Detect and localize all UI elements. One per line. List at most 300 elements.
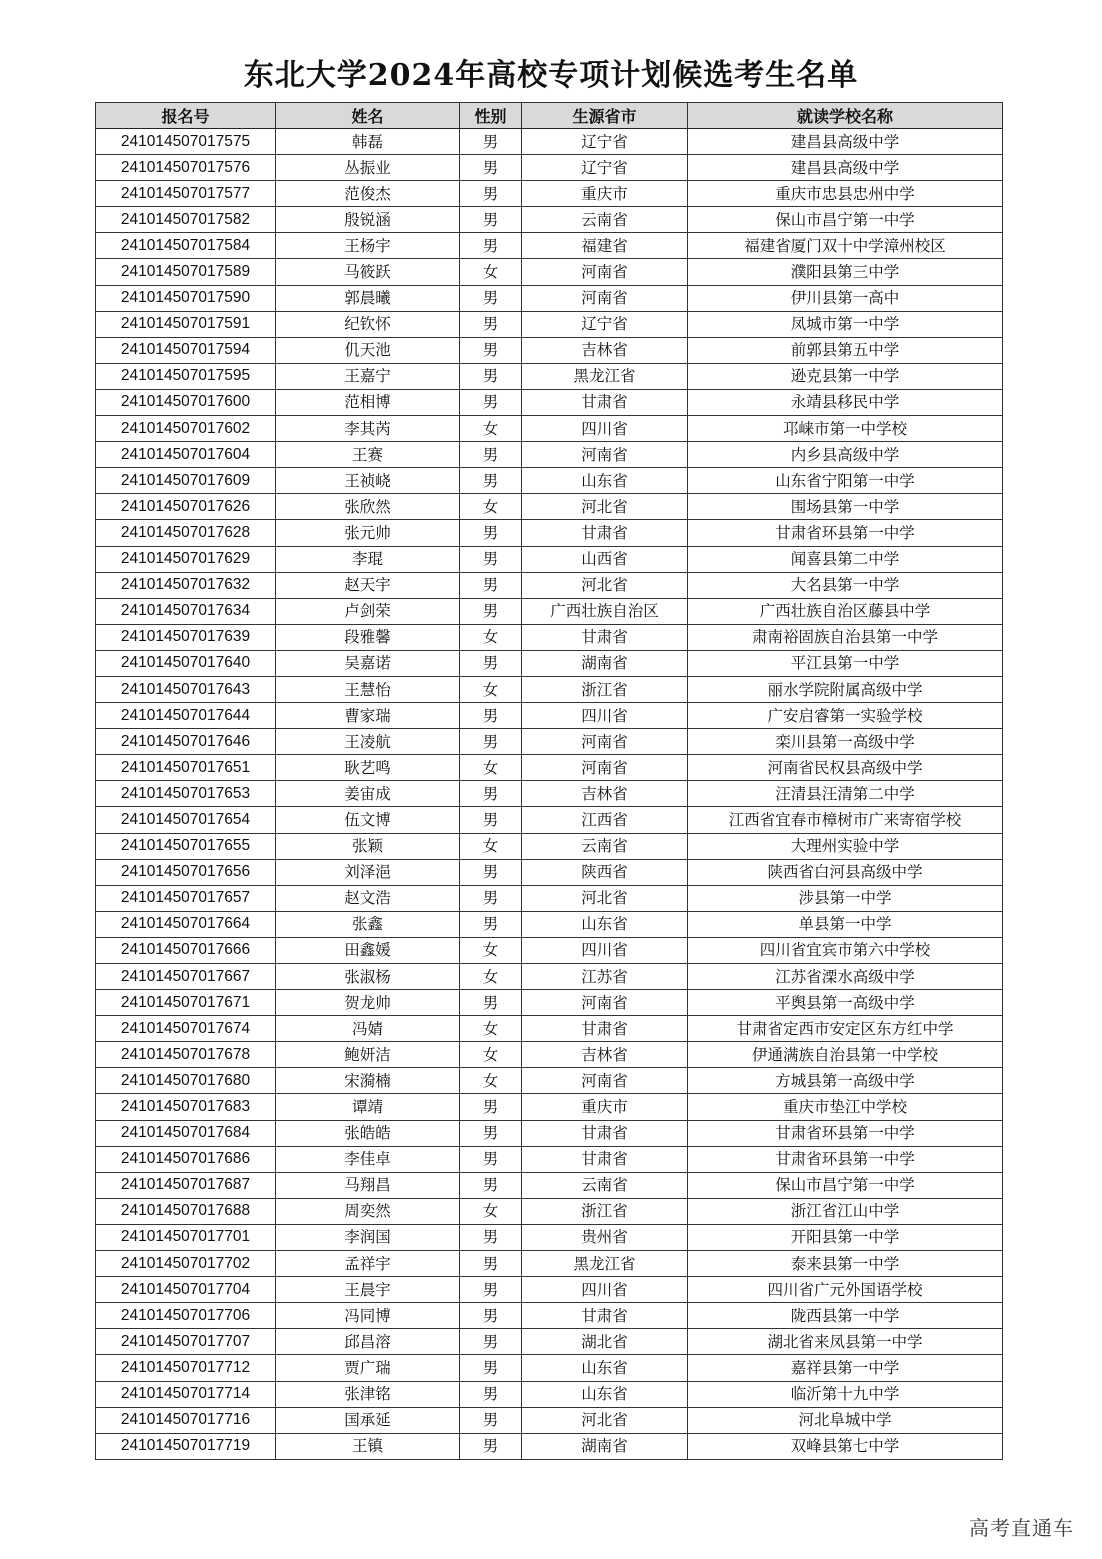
gender-cell: 男	[460, 1277, 522, 1303]
name-cell: 王祯峣	[276, 468, 460, 494]
candidate-table	[95, 102, 1003, 1460]
name-cell: 王镇	[276, 1433, 460, 1459]
school-cell: 浙江省江山中学	[688, 1198, 1003, 1224]
gender-cell: 男	[460, 129, 522, 155]
table-row	[96, 1303, 1003, 1329]
table-row	[96, 781, 1003, 807]
name-cell: 张皓皓	[276, 1120, 460, 1146]
province-cell: 重庆市	[522, 1094, 688, 1120]
province-cell: 浙江省	[522, 1198, 688, 1224]
province-cell: 山东省	[522, 468, 688, 494]
table-row	[96, 676, 1003, 702]
province-cell: 山东省	[522, 911, 688, 937]
registration-number-cell: 241014507017654	[96, 807, 276, 833]
gender-cell: 女	[460, 937, 522, 963]
name-cell: 贾广瑞	[276, 1355, 460, 1381]
gender-cell: 男	[460, 598, 522, 624]
table-row	[96, 624, 1003, 650]
gender-cell: 男	[460, 1172, 522, 1198]
gender-cell: 男	[460, 389, 522, 415]
table-row	[96, 129, 1003, 155]
table-row	[96, 207, 1003, 233]
registration-number-cell: 241014507017686	[96, 1146, 276, 1172]
table-row	[96, 1433, 1003, 1459]
school-cell: 山东省宁阳第一中学	[688, 468, 1003, 494]
name-cell: 纪钦怀	[276, 311, 460, 337]
province-cell: 浙江省	[522, 676, 688, 702]
table-header-row	[96, 103, 1003, 129]
school-cell: 大名县第一中学	[688, 572, 1003, 598]
gender-cell: 男	[460, 1329, 522, 1355]
name-cell: 仉天池	[276, 337, 460, 363]
school-cell: 临沂第十九中学	[688, 1381, 1003, 1407]
registration-number-cell: 241014507017643	[96, 676, 276, 702]
province-cell: 吉林省	[522, 337, 688, 363]
province-cell: 四川省	[522, 1277, 688, 1303]
gender-cell: 男	[460, 181, 522, 207]
name-cell: 曹家瑞	[276, 703, 460, 729]
table-row	[96, 1120, 1003, 1146]
province-cell: 河南省	[522, 442, 688, 468]
table-row	[96, 703, 1003, 729]
name-cell: 赵文浩	[276, 885, 460, 911]
table-row	[96, 1146, 1003, 1172]
school-cell: 大理州实验中学	[688, 833, 1003, 859]
gender-cell: 男	[460, 1407, 522, 1433]
registration-number-cell: 241014507017706	[96, 1303, 276, 1329]
name-cell: 谭靖	[276, 1094, 460, 1120]
name-cell: 张欣然	[276, 494, 460, 520]
school-cell: 保山市昌宁第一中学	[688, 207, 1003, 233]
gender-cell: 男	[460, 1224, 522, 1250]
name-cell: 张元帅	[276, 520, 460, 546]
province-cell: 辽宁省	[522, 311, 688, 337]
table-row	[96, 155, 1003, 181]
table-row	[96, 311, 1003, 337]
province-cell: 广西壮族自治区	[522, 598, 688, 624]
name-cell: 周奕然	[276, 1198, 460, 1224]
name-cell: 殷锐涵	[276, 207, 460, 233]
gender-cell: 男	[460, 337, 522, 363]
school-cell: 重庆市忠县忠州中学	[688, 181, 1003, 207]
registration-number-cell: 241014507017644	[96, 703, 276, 729]
province-cell: 陕西省	[522, 859, 688, 885]
province-cell: 湖南省	[522, 1433, 688, 1459]
school-cell: 广西壮族自治区藤县中学	[688, 598, 1003, 624]
name-cell: 王嘉宁	[276, 363, 460, 389]
registration-number-cell: 241014507017602	[96, 416, 276, 442]
province-cell: 黑龙江省	[522, 1251, 688, 1277]
name-cell: 卢剑荣	[276, 598, 460, 624]
table-row	[96, 964, 1003, 990]
registration-number-cell: 241014507017671	[96, 990, 276, 1016]
table-row	[96, 1407, 1003, 1433]
name-cell: 丛振业	[276, 155, 460, 181]
school-cell: 汪清县汪清第二中学	[688, 781, 1003, 807]
province-cell: 甘肃省	[522, 624, 688, 650]
school-cell: 开阳县第一中学	[688, 1224, 1003, 1250]
gender-cell: 女	[460, 416, 522, 442]
registration-number-cell: 241014507017683	[96, 1094, 276, 1120]
header-school: 就读学校名称	[688, 103, 1003, 129]
gender-cell: 男	[460, 1355, 522, 1381]
registration-number-cell: 241014507017584	[96, 233, 276, 259]
school-cell: 双峰县第七中学	[688, 1433, 1003, 1459]
table-row	[96, 650, 1003, 676]
table-row	[96, 1224, 1003, 1250]
registration-number-cell: 241014507017666	[96, 937, 276, 963]
province-cell: 河北省	[522, 494, 688, 520]
province-cell: 河南省	[522, 285, 688, 311]
gender-cell: 男	[460, 729, 522, 755]
name-cell: 范俊杰	[276, 181, 460, 207]
school-cell: 甘肃省环县第一中学	[688, 1146, 1003, 1172]
name-cell: 赵天宇	[276, 572, 460, 598]
gender-cell: 男	[460, 1251, 522, 1277]
school-cell: 陕西省白河县高级中学	[688, 859, 1003, 885]
school-cell: 江苏省溧水高级中学	[688, 964, 1003, 990]
school-cell: 平江县第一中学	[688, 650, 1003, 676]
name-cell: 李佳卓	[276, 1146, 460, 1172]
gender-cell: 男	[460, 363, 522, 389]
table-row	[96, 990, 1003, 1016]
table-row	[96, 1172, 1003, 1198]
province-cell: 甘肃省	[522, 1120, 688, 1146]
school-cell: 河北阜城中学	[688, 1407, 1003, 1433]
gender-cell: 女	[460, 1068, 522, 1094]
gender-cell: 男	[460, 990, 522, 1016]
registration-number-cell: 241014507017595	[96, 363, 276, 389]
table-row	[96, 1381, 1003, 1407]
table-row	[96, 572, 1003, 598]
gender-cell: 男	[460, 207, 522, 233]
registration-number-cell: 241014507017714	[96, 1381, 276, 1407]
name-cell: 马筱跃	[276, 259, 460, 285]
name-cell: 邱昌溶	[276, 1329, 460, 1355]
registration-number-cell: 241014507017664	[96, 911, 276, 937]
gender-cell: 女	[460, 1198, 522, 1224]
school-cell: 栾川县第一高级中学	[688, 729, 1003, 755]
province-cell: 吉林省	[522, 781, 688, 807]
name-cell: 李其芮	[276, 416, 460, 442]
name-cell: 张颖	[276, 833, 460, 859]
school-cell: 围场县第一中学	[688, 494, 1003, 520]
watermark: 高考直通车	[969, 1516, 1074, 1540]
gender-cell: 男	[460, 1146, 522, 1172]
registration-number-cell: 241014507017640	[96, 650, 276, 676]
school-cell: 甘肃省定西市安定区东方红中学	[688, 1016, 1003, 1042]
gender-cell: 男	[460, 285, 522, 311]
name-cell: 张津铭	[276, 1381, 460, 1407]
table-row	[96, 911, 1003, 937]
gender-cell: 女	[460, 259, 522, 285]
name-cell: 耿艺鸣	[276, 755, 460, 781]
province-cell: 河南省	[522, 755, 688, 781]
school-cell: 闻喜县第二中学	[688, 546, 1003, 572]
province-cell: 云南省	[522, 207, 688, 233]
registration-number-cell: 241014507017680	[96, 1068, 276, 1094]
table-row	[96, 1355, 1003, 1381]
school-cell: 伊川县第一高中	[688, 285, 1003, 311]
name-cell: 张鑫	[276, 911, 460, 937]
table-row	[96, 755, 1003, 781]
table-row	[96, 468, 1003, 494]
school-cell: 甘肃省环县第一中学	[688, 520, 1003, 546]
province-cell: 重庆市	[522, 181, 688, 207]
school-cell: 濮阳县第三中学	[688, 259, 1003, 285]
registration-number-cell: 241014507017667	[96, 964, 276, 990]
school-cell: 永靖县移民中学	[688, 389, 1003, 415]
school-cell: 嘉祥县第一中学	[688, 1355, 1003, 1381]
registration-number-cell: 241014507017629	[96, 546, 276, 572]
registration-number-cell: 241014507017719	[96, 1433, 276, 1459]
table-row	[96, 729, 1003, 755]
registration-number-cell: 241014507017684	[96, 1120, 276, 1146]
registration-number-cell: 241014507017590	[96, 285, 276, 311]
school-cell: 建昌县高级中学	[688, 155, 1003, 181]
province-cell: 四川省	[522, 937, 688, 963]
province-cell: 福建省	[522, 233, 688, 259]
name-cell: 贺龙帅	[276, 990, 460, 1016]
table-row	[96, 1251, 1003, 1277]
registration-number-cell: 241014507017687	[96, 1172, 276, 1198]
name-cell: 姜宙成	[276, 781, 460, 807]
province-cell: 河北省	[522, 885, 688, 911]
registration-number-cell: 241014507017639	[96, 624, 276, 650]
registration-number-cell: 241014507017704	[96, 1277, 276, 1303]
name-cell: 马翔昌	[276, 1172, 460, 1198]
school-cell: 保山市昌宁第一中学	[688, 1172, 1003, 1198]
name-cell: 宋漪楠	[276, 1068, 460, 1094]
table-row	[96, 546, 1003, 572]
gender-cell: 男	[460, 572, 522, 598]
school-cell: 涉县第一中学	[688, 885, 1003, 911]
gender-cell: 男	[460, 520, 522, 546]
school-cell: 平舆县第一高级中学	[688, 990, 1003, 1016]
registration-number-cell: 241014507017707	[96, 1329, 276, 1355]
header-registration-number: 报名号	[96, 103, 276, 129]
table-row	[96, 885, 1003, 911]
table-row	[96, 1198, 1003, 1224]
gender-cell: 女	[460, 494, 522, 520]
province-cell: 云南省	[522, 833, 688, 859]
name-cell: 国承延	[276, 1407, 460, 1433]
registration-number-cell: 241014507017628	[96, 520, 276, 546]
registration-number-cell: 241014507017575	[96, 129, 276, 155]
table-row	[96, 181, 1003, 207]
name-cell: 王杨宇	[276, 233, 460, 259]
table-row	[96, 233, 1003, 259]
table-row	[96, 337, 1003, 363]
province-cell: 河南省	[522, 1068, 688, 1094]
province-cell: 黑龙江省	[522, 363, 688, 389]
province-cell: 江西省	[522, 807, 688, 833]
province-cell: 河南省	[522, 259, 688, 285]
registration-number-cell: 241014507017591	[96, 311, 276, 337]
name-cell: 刘泽浥	[276, 859, 460, 885]
school-cell: 邛崃市第一中学校	[688, 416, 1003, 442]
registration-number-cell: 241014507017656	[96, 859, 276, 885]
school-cell: 单县第一中学	[688, 911, 1003, 937]
registration-number-cell: 241014507017712	[96, 1355, 276, 1381]
gender-cell: 男	[460, 311, 522, 337]
name-cell: 王晨宇	[276, 1277, 460, 1303]
table-row	[96, 520, 1003, 546]
name-cell: 韩磊	[276, 129, 460, 155]
school-cell: 前郭县第五中学	[688, 337, 1003, 363]
school-cell: 四川省宜宾市第六中学校	[688, 937, 1003, 963]
school-cell: 凤城市第一中学	[688, 311, 1003, 337]
name-cell: 郭晨曦	[276, 285, 460, 311]
table-row	[96, 1277, 1003, 1303]
school-cell: 逊克县第一中学	[688, 363, 1003, 389]
province-cell: 甘肃省	[522, 520, 688, 546]
school-cell: 甘肃省环县第一中学	[688, 1120, 1003, 1146]
gender-cell: 女	[460, 624, 522, 650]
registration-number-cell: 241014507017604	[96, 442, 276, 468]
name-cell: 张淑杨	[276, 964, 460, 990]
registration-number-cell: 241014507017688	[96, 1198, 276, 1224]
school-cell: 陇西县第一中学	[688, 1303, 1003, 1329]
gender-cell: 男	[460, 650, 522, 676]
province-cell: 甘肃省	[522, 389, 688, 415]
registration-number-cell: 241014507017634	[96, 598, 276, 624]
registration-number-cell: 241014507017600	[96, 389, 276, 415]
gender-cell: 男	[460, 885, 522, 911]
school-cell: 肃南裕固族自治县第一中学	[688, 624, 1003, 650]
table-row	[96, 285, 1003, 311]
name-cell: 冯同博	[276, 1303, 460, 1329]
table-row	[96, 389, 1003, 415]
gender-cell: 男	[460, 1094, 522, 1120]
gender-cell: 男	[460, 1433, 522, 1459]
table-row	[96, 937, 1003, 963]
registration-number-cell: 241014507017626	[96, 494, 276, 520]
school-cell: 湖北省来凤县第一中学	[688, 1329, 1003, 1355]
name-cell: 王慧怡	[276, 676, 460, 702]
gender-cell: 男	[460, 911, 522, 937]
gender-cell: 男	[460, 703, 522, 729]
gender-cell: 女	[460, 964, 522, 990]
name-cell: 吴嘉诺	[276, 650, 460, 676]
name-cell: 鲍妍洁	[276, 1042, 460, 1068]
school-cell: 重庆市垫江中学校	[688, 1094, 1003, 1120]
registration-number-cell: 241014507017589	[96, 259, 276, 285]
name-cell: 李琨	[276, 546, 460, 572]
table-row	[96, 363, 1003, 389]
province-cell: 甘肃省	[522, 1146, 688, 1172]
province-cell: 江苏省	[522, 964, 688, 990]
table-row	[96, 807, 1003, 833]
province-cell: 山东省	[522, 1355, 688, 1381]
school-cell: 河南省民权县高级中学	[688, 755, 1003, 781]
province-cell: 湖南省	[522, 650, 688, 676]
gender-cell: 男	[460, 1120, 522, 1146]
registration-number-cell: 241014507017582	[96, 207, 276, 233]
registration-number-cell: 241014507017632	[96, 572, 276, 598]
table-row	[96, 1068, 1003, 1094]
gender-cell: 男	[460, 155, 522, 181]
school-cell: 伊通满族自治县第一中学校	[688, 1042, 1003, 1068]
gender-cell: 女	[460, 833, 522, 859]
gender-cell: 男	[460, 1381, 522, 1407]
school-cell: 内乡县高级中学	[688, 442, 1003, 468]
name-cell: 田鑫媛	[276, 937, 460, 963]
registration-number-cell: 241014507017716	[96, 1407, 276, 1433]
school-cell: 广安启睿第一实验学校	[688, 703, 1003, 729]
table-row	[96, 416, 1003, 442]
province-cell: 山西省	[522, 546, 688, 572]
name-cell: 孟祥宇	[276, 1251, 460, 1277]
registration-number-cell: 241014507017701	[96, 1224, 276, 1250]
school-cell: 丽水学院附属高级中学	[688, 676, 1003, 702]
school-cell: 四川省广元外国语学校	[688, 1277, 1003, 1303]
header-gender: 性别	[460, 103, 522, 129]
table-row	[96, 259, 1003, 285]
gender-cell: 男	[460, 807, 522, 833]
gender-cell: 女	[460, 1016, 522, 1042]
table-row	[96, 1042, 1003, 1068]
gender-cell: 女	[460, 1042, 522, 1068]
gender-cell: 男	[460, 442, 522, 468]
gender-cell: 男	[460, 233, 522, 259]
registration-number-cell: 241014507017651	[96, 755, 276, 781]
registration-number-cell: 241014507017655	[96, 833, 276, 859]
gender-cell: 男	[460, 468, 522, 494]
gender-cell: 女	[460, 676, 522, 702]
province-cell: 云南省	[522, 1172, 688, 1198]
header-province: 生源省市	[522, 103, 688, 129]
school-cell: 方城县第一高级中学	[688, 1068, 1003, 1094]
province-cell: 吉林省	[522, 1042, 688, 1068]
name-cell: 冯婧	[276, 1016, 460, 1042]
registration-number-cell: 241014507017609	[96, 468, 276, 494]
school-cell: 建昌县高级中学	[688, 129, 1003, 155]
registration-number-cell: 241014507017678	[96, 1042, 276, 1068]
gender-cell: 男	[460, 1303, 522, 1329]
registration-number-cell: 241014507017576	[96, 155, 276, 181]
gender-cell: 女	[460, 755, 522, 781]
gender-cell: 男	[460, 859, 522, 885]
province-cell: 辽宁省	[522, 129, 688, 155]
registration-number-cell: 241014507017646	[96, 729, 276, 755]
table-row	[96, 598, 1003, 624]
gender-cell: 男	[460, 546, 522, 572]
header-name: 姓名	[276, 103, 460, 129]
province-cell: 河北省	[522, 1407, 688, 1433]
name-cell: 段雅馨	[276, 624, 460, 650]
gender-cell: 男	[460, 781, 522, 807]
table-row	[96, 442, 1003, 468]
province-cell: 山东省	[522, 1381, 688, 1407]
school-cell: 江西省宜春市樟树市广来寄宿学校	[688, 807, 1003, 833]
province-cell: 河南省	[522, 990, 688, 1016]
table-body	[96, 129, 1003, 1460]
province-cell: 四川省	[522, 416, 688, 442]
registration-number-cell: 241014507017577	[96, 181, 276, 207]
table-row	[96, 1016, 1003, 1042]
province-cell: 甘肃省	[522, 1303, 688, 1329]
province-cell: 四川省	[522, 703, 688, 729]
name-cell: 王赛	[276, 442, 460, 468]
province-cell: 河南省	[522, 729, 688, 755]
page-title: 东北大学2024年高校专项计划候选考生名单	[243, 58, 859, 93]
school-cell: 福建省厦门双十中学漳州校区	[688, 233, 1003, 259]
province-cell: 辽宁省	[522, 155, 688, 181]
province-cell: 湖北省	[522, 1329, 688, 1355]
registration-number-cell: 241014507017674	[96, 1016, 276, 1042]
province-cell: 河北省	[522, 572, 688, 598]
